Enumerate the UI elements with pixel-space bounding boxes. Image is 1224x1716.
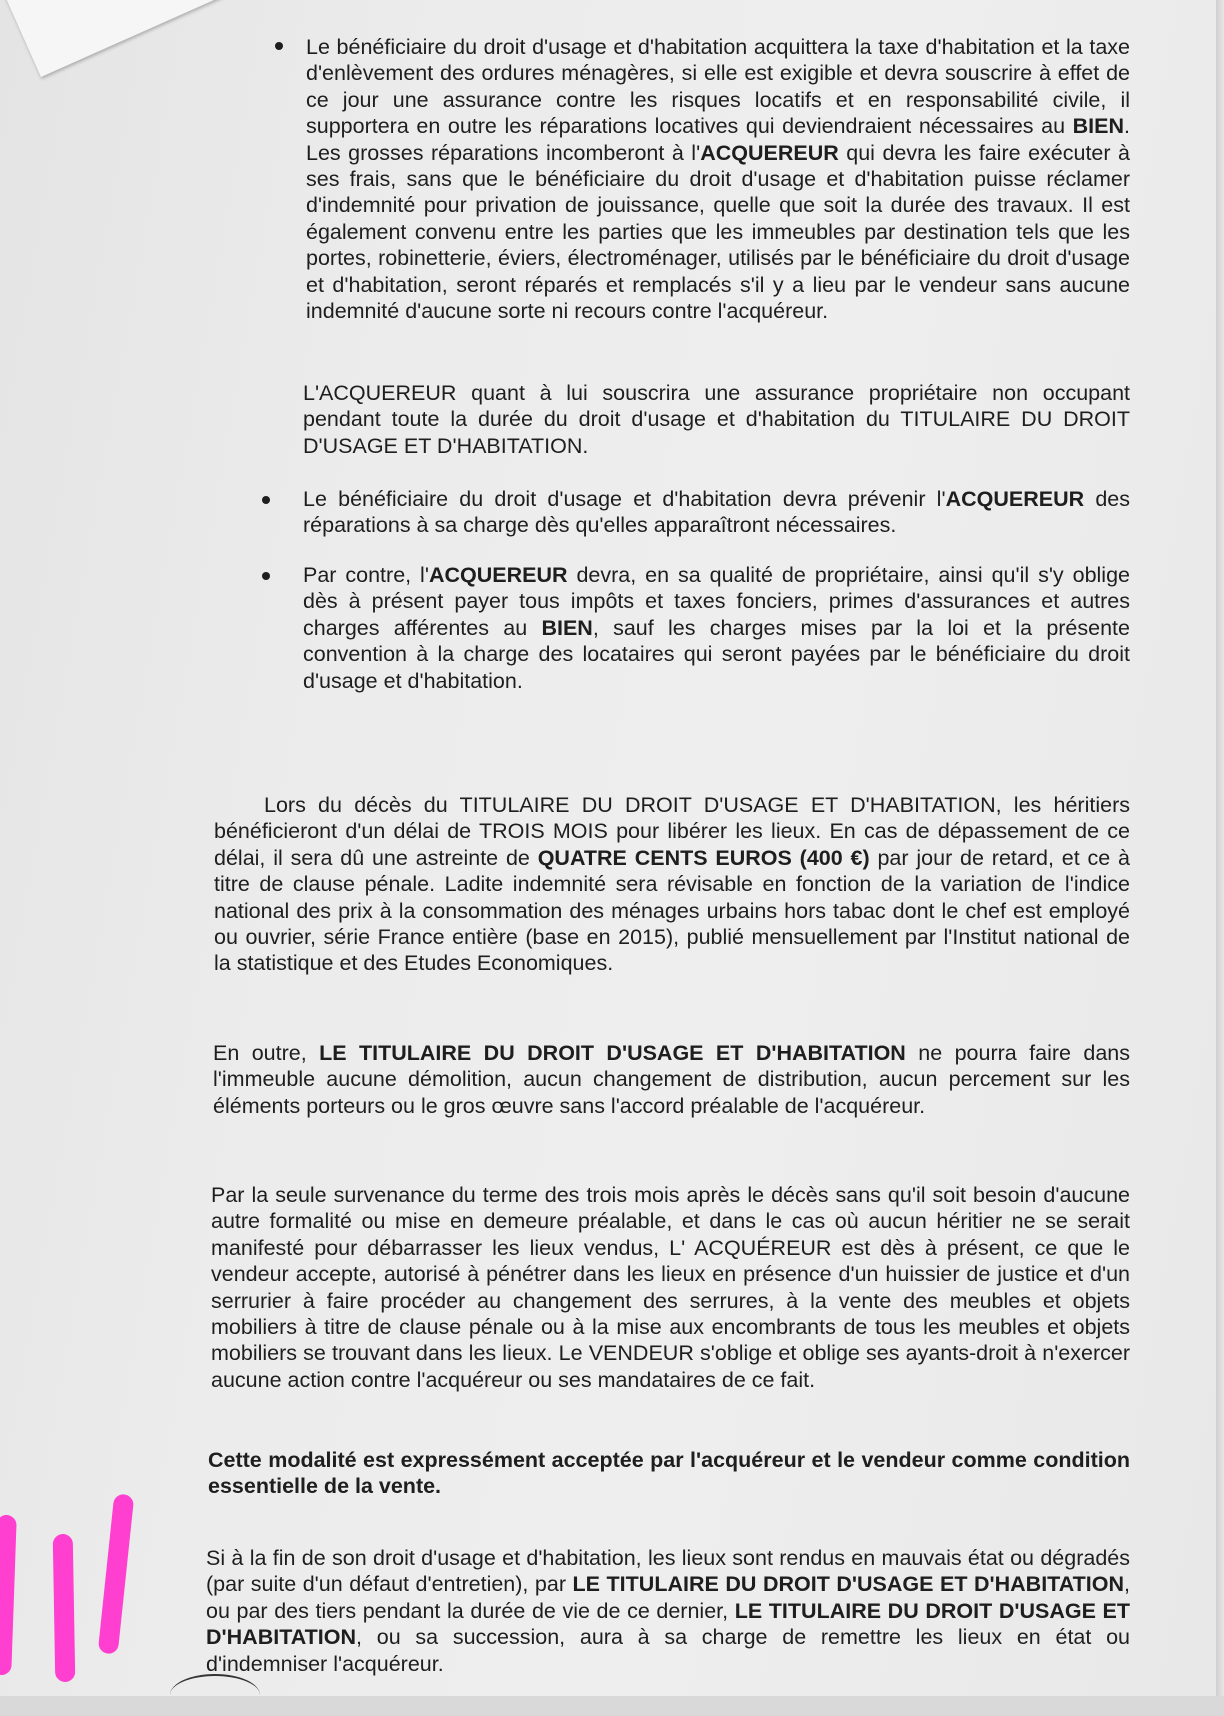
- text-segment: par jour de retard, et ce à titre de clause pénale. Ladite indemnité sera révisable en fonction de la variation de l'indice national des prix à la consommation des ménages urbains hors tabac dont le chef est employé ou ouvrier, série France entière (base en 2015), publié mensuellement par l'Institut national de la statistique et des Etudes Economiques.: [214, 845, 1130, 976]
- bullet-paragraph-taxes: [306, 34, 1130, 324]
- bold-text-segment: LE TITULAIRE DU DROIT D'USAGE ET D'HABITATION: [206, 1598, 1130, 1650]
- paragraph-en-outre: [213, 1040, 1130, 1119]
- text-segment: Lors du décès du TITULAIRE DU DROIT D'USAGE ET D'HABITATION, les héritiers bénéficieront d'un délai de TROIS MOIS pour libérer les lieux. En cas de dépassement de ce délai, il sera dû une astreinte de: [214, 793, 1130, 870]
- text-segment: Par la seule survenance du terme des trois mois après le décès sans qu'il soit besoin d'aucune autre formalité ou mise en demeure préalable, et dans le cas où aucun héritier ne se serait manifesté pour débarrasser les lieux vendus, L' ACQUÉREUR est dès à présent, ce que le vendeur accepte, autorisé à pénétrer dans les lieux en présence d'un huissier de justice et d'un serrurier à faire procéder au changement des serrures, à la vente des meubles et objets mobiliers à titre de clause pénale ou à la mise aux encombrants de tous les meubles et objets mobiliers se trouvant dans les lieux. Le VENDEUR s'oblige et oblige ses ayants-droit à n'exercer aucune action contre l'acquéreur ou ses mandataires de ce fait.: [211, 1183, 1130, 1392]
- bold-text-segment: ACQUEREUR: [700, 140, 839, 165]
- bold-text-segment: LE TITULAIRE DU DROIT D'USAGE ET D'HABITATION: [572, 1572, 1125, 1597]
- bold-text-segment: QUATRE CENTS EUROS (400 €): [537, 845, 870, 870]
- bold-text-segment: Cette modalité est expressément acceptée par l'acquéreur et le vendeur comme condition essentielle de la vente.: [208, 1448, 1130, 1499]
- text-segment: ne pourra faire dans l'immeuble aucune démolition, aucun changement de distribution, aucun percement sur les éléments porteurs ou le gros œuvre sans l'accord préalable de l'acquéreur.: [213, 1041, 1130, 1118]
- bold-text-segment: BIEN: [1072, 114, 1125, 139]
- text-segment: Par contre, l': [303, 563, 429, 587]
- text-segment: des réparations à sa charge dès qu'elles apparaîtront nécessaires.: [303, 487, 1130, 538]
- text-segment: , sauf les charges mises par la loi et la présente convention à la charge des locataires qui seront payées par le bénéficiaire du droit d'usage et d'habitation.: [303, 615, 1130, 693]
- paragraph-survenance: [211, 1182, 1130, 1393]
- page-edge: [1216, 0, 1224, 1696]
- bullet-icon: [275, 42, 283, 50]
- bold-text-segment: LE TITULAIRE DU DROIT D'USAGE ET D'HABITATION: [319, 1041, 906, 1065]
- paragraph-deces: [214, 792, 1130, 977]
- bold-text-segment: ACQUEREUR: [945, 487, 1085, 511]
- highlighter-mark: [0, 1515, 17, 1676]
- pen-stroke: [170, 1674, 260, 1716]
- paragraph-modalite: [208, 1447, 1130, 1500]
- bullet-paragraph-reparations: [303, 486, 1130, 539]
- text-segment: Le bénéficiaire du droit d'usage et d'habitation devra prévenir l': [303, 487, 946, 511]
- bullet-icon: [262, 496, 270, 504]
- bold-text-segment: ACQUEREUR: [428, 563, 568, 587]
- paragraph-fin-droit: [206, 1545, 1130, 1677]
- bullet-paragraph-impots: [303, 562, 1130, 694]
- text-segment: , ou par des tiers pendant la durée de vie de ce dernier,: [206, 1572, 1130, 1623]
- text-segment: , ou sa succession, aura à sa charge de remettre les lieux en état ou d'indemniser l'acquéreur.: [206, 1625, 1130, 1676]
- text-segment: devra, en sa qualité de propriétaire, ainsi qu'il s'y oblige dès à présent payer tous impôts et taxes fonciers, primes d'assurances et autres charges afférentes au: [303, 563, 1130, 640]
- text-segment: qui devra les faire exécuter à ses frais, sans que le bénéficiaire du droit d'usage et d'habitation puisse réclamer d'indemnité pour privation de jouissance, quelle que soit la durée des travaux. Il est également convenu entre les parties que les immeubles par destination tels que les portes, robinetterie, éviers, électroménager, utilisés par le bénéficiaire du droit d'usage et d'habitation, seront réparés et remplacés s'il y a lieu par le vendeur sans aucune indemnité d'aucune sorte ni recours contre l'acquéreur.: [306, 140, 1130, 324]
- text-segment: Si à la fin de son droit d'usage et d'habitation, les lieux sont rendus en mauvais état ou dégradés (par suite d'un défaut d'entretien), par: [206, 1546, 1130, 1597]
- bold-text-segment: BIEN: [541, 615, 593, 640]
- highlighter-mark: [98, 1493, 135, 1654]
- paragraph-acquereur-assurance: L'ACQUEREUR quant à lui souscrira une assurance propriétaire non occupant pendant toute la durée du droit d'usage et d'habitation du TITULAIRE DU DROIT D'USAGE ET D'HABITATION.: [303, 381, 1130, 458]
- bullet-icon: [262, 572, 270, 580]
- text-segment: Le bénéficiaire du droit d'usage et d'habitation acquittera la taxe d'habitation et la taxe d'enlèvement des ordures ménagères, si elle est exigible et devra souscrire à effet de ce jour une assurance contre les risques locatifs et en responsabilité civile, il supportera en outre les réparations locatives qui deviendraient nécessaires au: [306, 35, 1130, 139]
- highlighter-mark: [53, 1534, 76, 1682]
- text-segment: . Les grosses réparations incomberont à l': [306, 114, 1130, 165]
- text-segment: En outre,: [213, 1041, 320, 1065]
